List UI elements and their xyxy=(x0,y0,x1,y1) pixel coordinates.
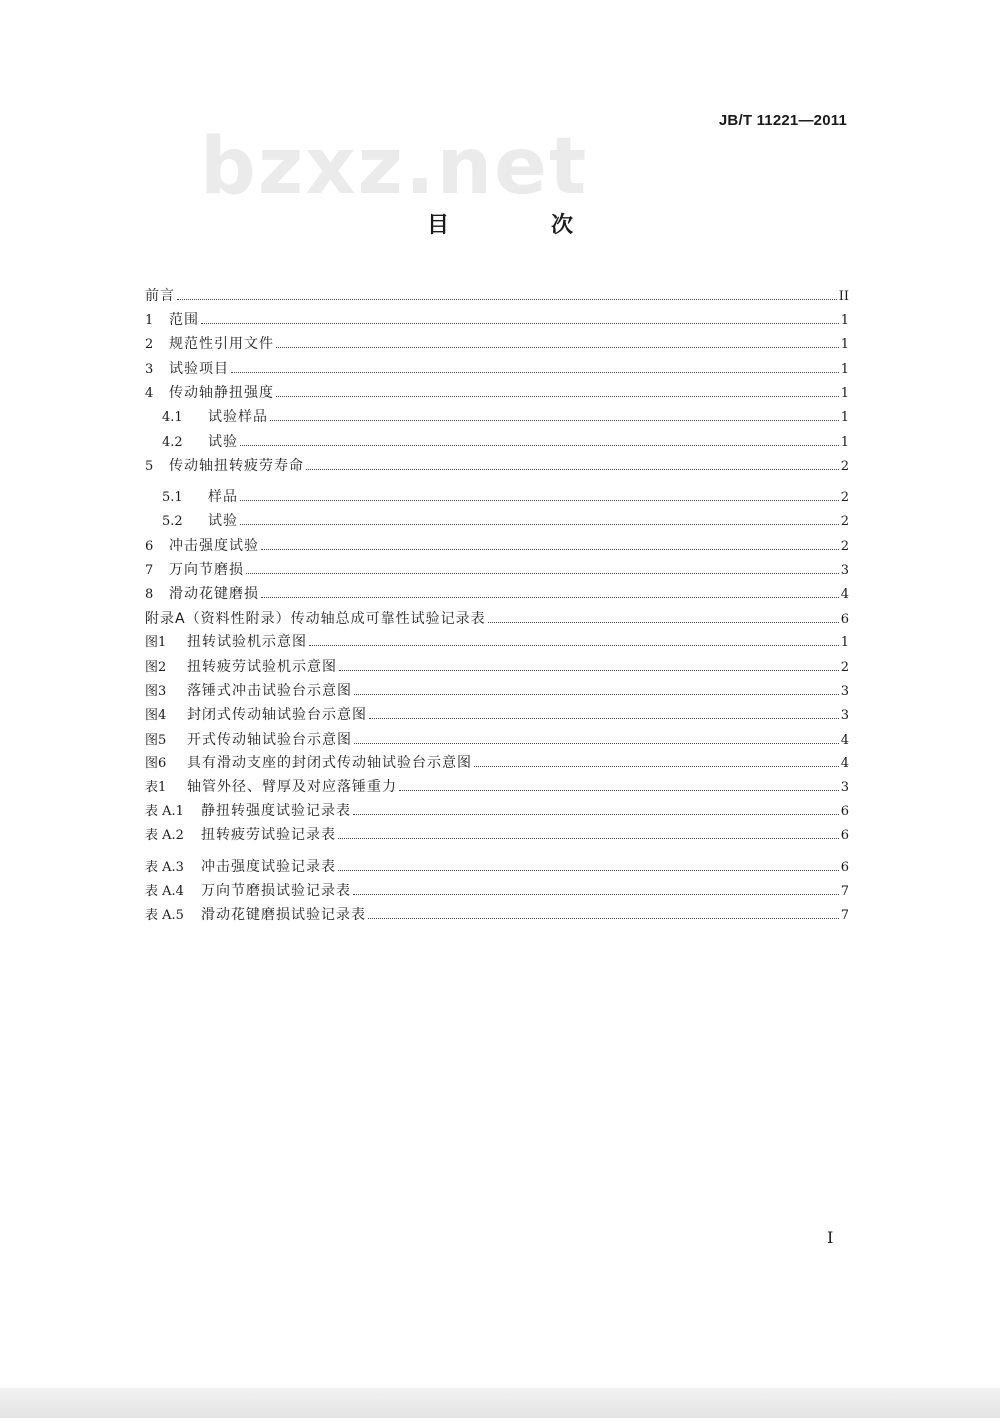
dot-leader xyxy=(353,893,839,895)
toc-entry-number: 表 A.2 xyxy=(145,828,184,843)
toc-entry-number: 5 xyxy=(145,459,154,474)
toc-entry-figure-4[interactable] xyxy=(145,705,849,725)
toc-entry-table-1[interactable] xyxy=(145,777,849,797)
toc-entry-4-2[interactable] xyxy=(162,432,849,452)
page-bottom-edge xyxy=(0,1388,1000,1418)
toc-entry-3[interactable] xyxy=(145,359,849,379)
toc-entry-page: 1 xyxy=(840,635,849,650)
page-number: I xyxy=(827,1228,834,1247)
dot-leader xyxy=(177,298,837,300)
toc-entry-4-1[interactable] xyxy=(162,407,849,427)
toc-entry-number: 7 xyxy=(145,563,154,578)
toc-entry-title: 轴管外径、臂厚及对应落锤重力 xyxy=(187,779,397,795)
dot-leader xyxy=(353,813,839,815)
dot-leader xyxy=(354,693,839,695)
toc-entry-number: 表 A.5 xyxy=(145,908,184,923)
toc-entry-title: 前言 xyxy=(145,288,175,304)
dot-leader xyxy=(309,644,839,646)
dot-leader xyxy=(399,789,839,791)
toc-entry-title: 试验项目 xyxy=(169,361,229,377)
dot-leader xyxy=(231,371,839,373)
toc-entry-number: 5.1 xyxy=(162,490,183,505)
toc-entry-figure-2[interactable] xyxy=(145,657,849,677)
dot-leader xyxy=(276,346,839,348)
toc-entry-5[interactable] xyxy=(145,456,849,476)
toc-entry-number: 图2 xyxy=(145,660,167,675)
toc-entry-number: 6 xyxy=(145,539,154,554)
toc-entry-title: 封闭式传动轴试验台示意图 xyxy=(187,707,367,723)
toc-entry-page: 6 xyxy=(840,612,849,627)
dot-leader xyxy=(240,499,839,501)
toc-entry-figure-1[interactable] xyxy=(145,632,849,652)
toc-entry-foreword[interactable] xyxy=(145,286,849,306)
toc-entry-page: 2 xyxy=(840,539,849,554)
toc-entry-page: 1 xyxy=(840,386,849,401)
toc-entry-title: 扭转试验机示意图 xyxy=(187,634,307,650)
toc-entry-table-a3[interactable] xyxy=(145,857,849,877)
dot-leader xyxy=(246,572,839,574)
toc-entry-title: 冲击强度试验 xyxy=(169,538,259,554)
toc-entry-title: 万向节磨损 xyxy=(169,562,244,578)
toc-entry-figure-6[interactable] xyxy=(145,753,849,773)
toc-entry-7[interactable] xyxy=(145,560,849,580)
toc-entry-number: 图6 xyxy=(145,756,167,771)
toc-entry-number: 图3 xyxy=(145,684,167,699)
toc-entry-table-a5[interactable] xyxy=(145,905,849,925)
toc-entry-page: 4 xyxy=(840,587,849,602)
toc-entry-page: 3 xyxy=(840,780,849,795)
toc-entry-title: 范围 xyxy=(169,312,199,328)
toc-entry-6[interactable] xyxy=(145,536,849,556)
toc-entry-title: 万向节磨损试验记录表 xyxy=(201,883,351,899)
toc-entry-page: 6 xyxy=(840,804,849,819)
toc-entry-title: 试验 xyxy=(208,434,238,450)
toc-entry-title: 冲击强度试验记录表 xyxy=(201,859,336,875)
toc-entry-number: 4.2 xyxy=(162,435,183,450)
dot-leader xyxy=(270,419,839,421)
toc-entry-1[interactable] xyxy=(145,310,849,330)
toc-entry-page: 7 xyxy=(840,908,849,923)
toc-entry-8[interactable] xyxy=(145,584,849,604)
toc-entry-page: 2 xyxy=(840,514,849,529)
toc-entry-5-1[interactable] xyxy=(162,487,849,507)
toc-entry-number: 表 A.4 xyxy=(145,884,184,899)
dot-leader xyxy=(474,765,839,767)
toc-entry-title: 落锤式冲击试验台示意图 xyxy=(187,683,352,699)
toc-entry-title: 滑动花键磨损试验记录表 xyxy=(201,907,366,923)
toc-entry-page: II xyxy=(838,289,849,304)
toc-entry-title: 具有滑动支座的封闭式传动轴试验台示意图 xyxy=(187,755,472,771)
toc-entry-title: 静扭转强度试验记录表 xyxy=(201,803,351,819)
toc-entry-number: 4 xyxy=(145,386,154,401)
toc-entry-page: 3 xyxy=(840,708,849,723)
dot-leader xyxy=(488,621,839,623)
toc-entry-4[interactable] xyxy=(145,383,849,403)
toc-entry-table-a1[interactable] xyxy=(145,801,849,821)
toc-entry-number: 表1 xyxy=(145,780,167,795)
toc-entry-5-2[interactable] xyxy=(162,511,849,531)
dot-leader xyxy=(354,742,839,744)
toc-entry-number: 图5 xyxy=(145,733,167,748)
toc-entry-appendix-a[interactable] xyxy=(145,609,849,629)
dot-leader xyxy=(276,395,839,397)
toc-entry-title: 开式传动轴试验台示意图 xyxy=(187,732,352,748)
dot-leader xyxy=(261,596,839,598)
toc-entry-number: 4.1 xyxy=(162,410,183,425)
toc-entry-number: 图1 xyxy=(145,635,167,650)
toc-entry-title: 附录A（资料性附录）传动轴总成可靠性试验记录表 xyxy=(145,611,486,627)
toc-entry-figure-5[interactable] xyxy=(145,730,849,750)
dot-leader xyxy=(338,837,839,839)
dot-leader xyxy=(240,444,839,446)
toc-entry-title: 扭转疲劳试验记录表 xyxy=(201,827,336,843)
toc-entry-page: 2 xyxy=(840,660,849,675)
toc-entry-number: 5.2 xyxy=(162,514,183,529)
toc-entry-title: 扭转疲劳试验机示意图 xyxy=(187,659,337,675)
toc-entry-page: 2 xyxy=(840,459,849,474)
toc-entry-title: 样品 xyxy=(208,489,238,505)
dot-leader xyxy=(201,322,839,324)
table-of-contents xyxy=(145,0,849,1418)
dot-leader xyxy=(338,869,839,871)
toc-entry-number: 3 xyxy=(145,362,154,377)
watermark-text: bzxz.net xyxy=(200,122,589,212)
toc-entry-page: 3 xyxy=(840,563,849,578)
toc-entry-title: 传动轴扭转疲劳寿命 xyxy=(169,458,304,474)
toc-entry-page: 1 xyxy=(840,435,849,450)
toc-entry-number: 8 xyxy=(145,587,154,602)
toc-entry-page: 1 xyxy=(840,313,849,328)
toc-entry-title: 试验样品 xyxy=(208,409,268,425)
toc-entry-title: 规范性引用文件 xyxy=(169,336,274,352)
toc-entry-number: 1 xyxy=(145,313,154,328)
toc-entry-page: 6 xyxy=(840,828,849,843)
dot-leader xyxy=(339,669,839,671)
dot-leader xyxy=(240,523,839,525)
toc-entry-page: 6 xyxy=(840,860,849,875)
toc-entry-page: 1 xyxy=(840,362,849,377)
toc-entry-figure-3[interactable] xyxy=(145,681,849,701)
toc-entry-page: 1 xyxy=(840,337,849,352)
toc-entry-page: 4 xyxy=(840,756,849,771)
toc-entry-page: 2 xyxy=(840,490,849,505)
toc-entry-table-a2[interactable] xyxy=(145,825,849,845)
toc-entry-page: 3 xyxy=(840,684,849,699)
toc-entry-page: 7 xyxy=(840,884,849,899)
dot-leader xyxy=(261,548,839,550)
toc-entry-page: 4 xyxy=(840,733,849,748)
toc-entry-title: 传动轴静扭强度 xyxy=(169,385,274,401)
toc-entry-number: 图4 xyxy=(145,708,167,723)
toc-entry-table-a4[interactable] xyxy=(145,881,849,901)
dot-leader xyxy=(369,717,839,719)
toc-entry-title: 滑动花键磨损 xyxy=(169,586,259,602)
dot-leader xyxy=(306,468,839,470)
dot-leader xyxy=(368,917,839,919)
toc-entry-title: 试验 xyxy=(208,513,238,529)
toc-entry-2[interactable] xyxy=(145,334,849,354)
standard-number: JB/T 11221—2011 xyxy=(718,112,847,129)
toc-title: 目 次 xyxy=(426,213,613,238)
toc-entry-number: 表 A.1 xyxy=(145,804,184,819)
toc-entry-number: 2 xyxy=(145,337,154,352)
toc-entry-page: 1 xyxy=(840,410,849,425)
toc-entry-number: 表 A.3 xyxy=(145,860,184,875)
